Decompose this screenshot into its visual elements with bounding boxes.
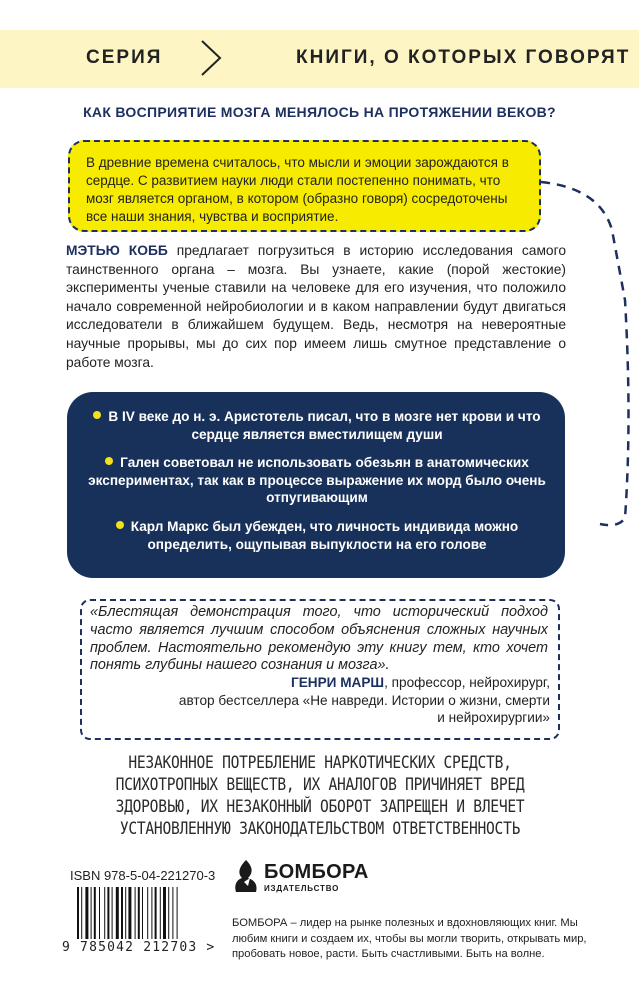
bullet-icon [116,521,124,529]
facts-panel [67,392,565,578]
intro-paragraph [66,242,566,372]
bullet-icon [93,411,101,419]
quote-attribution [150,674,550,727]
reviewer-book: автор бестселлера «Не навреди. Истории о жизни, смерти [178,692,550,708]
series-name: КНИГИ, О КОТОРЫХ ГОВОРЯТ [296,47,631,68]
reviewer-name: ГЕНРИ МАРШ [291,675,385,690]
review-quote: «Блестящая демонстрация того, что исторический подход часто является лучшим способом объяснения сложных научных проблем. Настоятельно рекомендую эту книгу тем, кто хочет понять глубины нашего сознания и мозга». [90,604,548,674]
publisher-tagline: БОМБОРА – лидер на рынке полезных и вдохновляющих книг. Мы любим книги и создаем их, чтобы вы могли творить, открывать мир, пробовать новое, расти. Быть счастливыми. Быть на волне. [232,917,587,960]
headline-question: КАК ВОСПРИЯТИЕ МОЗГА МЕНЯЛОСЬ НА ПРОТЯЖЕНИИ ВЕКОВ? [83,104,556,120]
reviewer-book-cont: и нейрохирургии» [437,710,550,726]
barcode [75,887,215,939]
highlight-text: В древние времена считалось, что мысли и эмоции зарождаются в сердце. С развитием науки люди стали постепенно понимать, что мозг является органом, в котором (образно говоря) сосредоточены все наши знания, чувства и восприятие. [86,155,509,224]
isbn: ISBN 978-5-04-221270-3 [70,868,216,883]
fact-item: В IV веке до н. э. Аристотель писал, что в мозге нет крови и что сердце является вместилищем души [87,408,547,443]
highlight-box [68,140,541,232]
fact-item: Карл Маркс был убежден, что личность индивида можно определить, ощупывая выпуклости на его голове [87,518,547,553]
author-name: МЭТЬЮ КОББ [66,243,168,258]
barcode-digits: 9 785042 212703 > [62,940,216,955]
publisher-name: БОМБОРА [264,861,369,883]
publisher-logo-icon [232,858,260,898]
fact-item: Гален советовал не использовать обезьян в анатомических экспериментах, так как в процессе выражение их морд было очень отпугивающим [88,455,546,505]
reviewer-role: , профессор, нейрохирург, [384,675,550,690]
bullet-icon [105,457,113,465]
publisher-subtitle: ИЗДАТЕЛЬСТВО [264,884,340,893]
intro-text: предлагает погрузиться в историю исследования самого таинственного органа – мозга. Вы узнаете, какие (порой жестокие) эксперименты ученые ставили на человеке для его изучения, что положило начало современной нейробиологии и в каком направлении будут двигаться исследователи в ближайшем будущем. Ведь, несмотря на невероятные научные прорывы, мы до сих пор имеем лишь смутное представление о работе мозга. [66,243,566,370]
series-label: СЕРИЯ [86,47,163,68]
legal-warning: НЕЗАКОННОЕ ПОТРЕБЛЕНИЕ НАРКОТИЧЕСКИХ СРЕДСТВ, ПСИХОТРОПНЫХ ВЕЩЕСТВ, ИХ АНАЛОГОВ ПРИЧИНЯЕТ ВРЕД ЗДОРОВЬЮ, ИХ НЕЗАКОННЫЙ ОБОРОТ ЗАПРЕЩЕН И ВЛЕЧЕТ УСТАНОВЛЕННУЮ ЗАКОНОДАТЕЛЬСТВОМ ОТВЕТСТВЕННОСТЬ [115,753,525,838]
